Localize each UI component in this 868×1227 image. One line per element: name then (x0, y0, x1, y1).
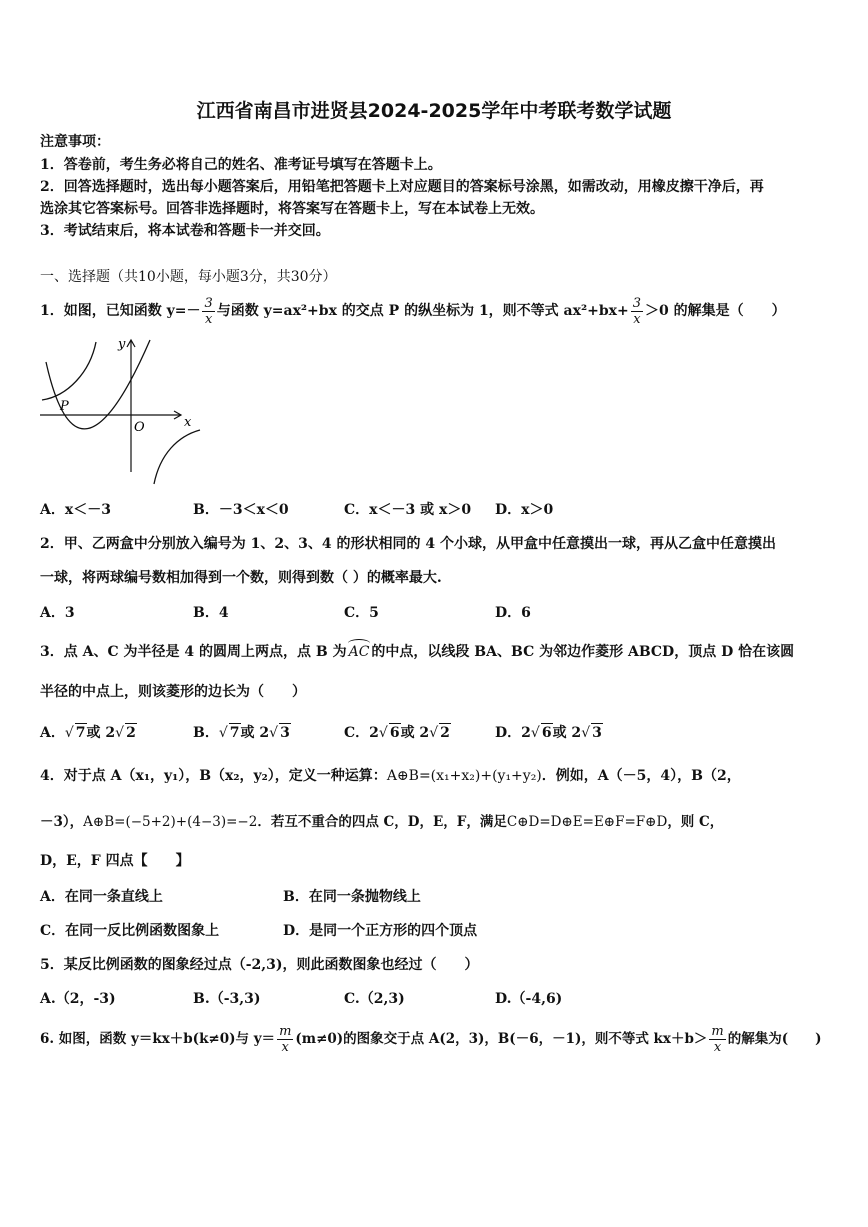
page-title: 江西省南昌市进贤县2024-2025学年中考联考数学试题 (196, 100, 672, 122)
q1-option-b[interactable]: B．－3＜x＜0 (193, 502, 289, 518)
option-label: A． (40, 725, 65, 741)
q4-line-2 (40, 813, 723, 831)
option-text: 或 2 (552, 725, 582, 741)
notice-item: 选涂其它答案标号。回答非选择题时，将答案写在答题卡上，写在本试卷上无效。 (40, 201, 544, 217)
numerator: m (711, 1024, 724, 1039)
radicand: 3 (280, 725, 290, 741)
q3-line-1 (40, 643, 794, 661)
q1-text-c: ＞0 的解集是（ ） (645, 303, 786, 319)
sqrt-icon: √ (429, 725, 439, 741)
q4-option-b[interactable]: B．在同一条抛物线上 (283, 889, 421, 905)
q3-option-a[interactable] (40, 723, 137, 742)
q2-option-a[interactable]: A．3 (40, 605, 75, 621)
denominator: x (713, 1040, 722, 1055)
q1-fraction-2 (631, 296, 643, 327)
q1-text-a: 1．如图，已知函数 y=－ (40, 303, 201, 319)
q6-text-a: 6. 如图，函数 y＝kx＋b(k≠0)与 y＝ (40, 1031, 276, 1047)
option-label: B． (193, 725, 219, 741)
q2-option-c[interactable]: C．5 (344, 605, 379, 621)
option-text: 或 2 (400, 725, 430, 741)
notice-heading: 注意事项： (40, 134, 110, 150)
notice-item: 1．答卷前，考生务必将自己的姓名、准考证号填写在答题卡上。 (40, 157, 442, 173)
sqrt-icon: √ (218, 725, 228, 741)
q4-text: 4．对于点 A（x₁，y₁），B（x₂，y₂），定义一种运算： (40, 768, 387, 784)
q4-option-d[interactable]: D．是同一个正方形的四个顶点 (283, 923, 478, 939)
q1-text-b: 与函数 y=ax²+bx 的交点 P 的纵坐标为 1，则不等式 ax²+bx+ (216, 303, 629, 319)
denominator: x (281, 1040, 289, 1055)
question-6 (40, 1022, 822, 1056)
numerator: 3 (632, 295, 641, 311)
numerator: m (279, 1024, 292, 1039)
q3-text-a: 3．点 A、C 为半径是 4 的圆周上两点，点 B 为 (40, 644, 347, 660)
q4-line-1 (40, 767, 741, 785)
point-p-label: P (60, 399, 69, 414)
q4-option-a[interactable]: A．在同一条直线上 (40, 889, 163, 905)
q2-option-d[interactable]: D．6 (495, 605, 531, 621)
denominator: x (633, 311, 641, 327)
q5-option-a[interactable]: A.（2，-3) (40, 991, 116, 1007)
hyperbola-left-branch (42, 342, 96, 400)
q1-fraction-1 (202, 296, 214, 327)
q1-option-a[interactable]: A．x＜－3 (40, 502, 111, 518)
option-label: D．2 (495, 725, 531, 741)
arc-ac: AC (348, 644, 370, 660)
q6-fraction-2 (709, 1024, 725, 1055)
hyperbola-right-branch (154, 430, 200, 484)
q3-option-d[interactable] (495, 723, 603, 742)
q5-option-c[interactable]: C.（2,3) (344, 991, 405, 1007)
q4-formula-condition: C⊕D=D⊕E=E⊕F=F⊕D (506, 814, 668, 830)
sqrt-icon: √ (64, 725, 74, 741)
q4-option-c[interactable]: C．在同一反比例函数图象上 (40, 923, 220, 939)
radicand: 7 (229, 725, 240, 741)
numerator: 3 (204, 295, 213, 311)
radicand: 3 (592, 725, 602, 741)
sqrt-icon: √ (530, 725, 540, 741)
notice-item: 3．考试结束后，将本试卷和答题卡一并交回。 (40, 223, 330, 239)
q6-fraction-1 (277, 1024, 293, 1055)
denominator: x (204, 311, 213, 327)
sqrt-icon: √ (378, 725, 388, 741)
sqrt-icon: √ (269, 725, 279, 741)
q2-line-2: 一球，将两球编号数相加得到一个数，则得到数（ ）的概率最大. (40, 570, 442, 586)
section-heading: 一、选择题（共10小题，每小题3分，共30分） (40, 269, 337, 285)
q4-formula-example: A⊕B=(−5+2)+(4−3)=−2 (83, 814, 258, 830)
q6-text-c: 的解集为( ) (727, 1031, 822, 1047)
q5-option-b[interactable]: B.（-3,3) (193, 991, 261, 1007)
q1-option-d[interactable]: D．x＞0 (495, 502, 554, 518)
x-label: x (184, 415, 192, 430)
option-text: 或 2 (240, 725, 270, 741)
notice-item: 2．回答选择题时，选出每小题答案后，用铅笔把答题卡上对应题目的答案标号涂黑，如需改动，用橡皮擦干净后，再 (40, 179, 764, 195)
radicand: 6 (389, 725, 400, 741)
q1-figure (38, 334, 208, 490)
q5-option-d[interactable]: D.（-4,6) (495, 991, 563, 1007)
sqrt-icon: √ (581, 725, 591, 741)
radicand: 2 (126, 725, 136, 741)
radicand: 6 (541, 725, 552, 741)
question-1 (40, 294, 786, 328)
q3-option-c[interactable] (344, 723, 451, 742)
option-label: C．2 (344, 725, 379, 741)
q2-option-b[interactable]: B．4 (193, 605, 229, 621)
q5-line: 5．某反比例函数的图象经过点（-2,3)，则此函数图象也经过（ ） (40, 957, 479, 973)
radicand: 2 (440, 725, 450, 741)
y-label: y (118, 337, 126, 352)
q4-text: ，则 C， (667, 814, 724, 830)
q2-line-1: 2．甲、乙两盒中分别放入编号为 1、2、3、4 的形状相同的 4 个小球，从甲盒中任意摸出一球，再从乙盒中任意摸出 (40, 536, 776, 552)
q1-option-c[interactable]: C．x＜－3 或 x＞0 (344, 502, 472, 518)
q4-text: －3）， (40, 814, 84, 830)
sqrt-icon: √ (115, 725, 125, 741)
option-text: 或 2 (86, 725, 116, 741)
q6-text-b: (m≠0)的图象交于点 A(2，3)，B(－6，－1)，则不等式 kx＋b＞ (295, 1031, 708, 1047)
q3-line-2: 半径的中点上，则该菱形的边长为（ ） (40, 684, 306, 700)
radicand: 7 (75, 725, 86, 741)
q3-text-b: 的中点，以线段 BA、BC 为邻边作菱形 ABCD，顶点 D 恰在该圆 (371, 644, 795, 660)
q3-option-b[interactable] (193, 723, 291, 742)
q4-text: ．若互不重合的四点 C，D，E，F，满足 (257, 814, 507, 830)
origin-label: O (134, 420, 145, 435)
q4-formula-definition: A⊕B=(x₁+x₂)+(y₁+y₂) (386, 768, 542, 784)
q4-text: ．例如，A（－5，4），B（2， (541, 768, 741, 784)
q4-line-3: D，E，F 四点【 】 (40, 853, 190, 869)
